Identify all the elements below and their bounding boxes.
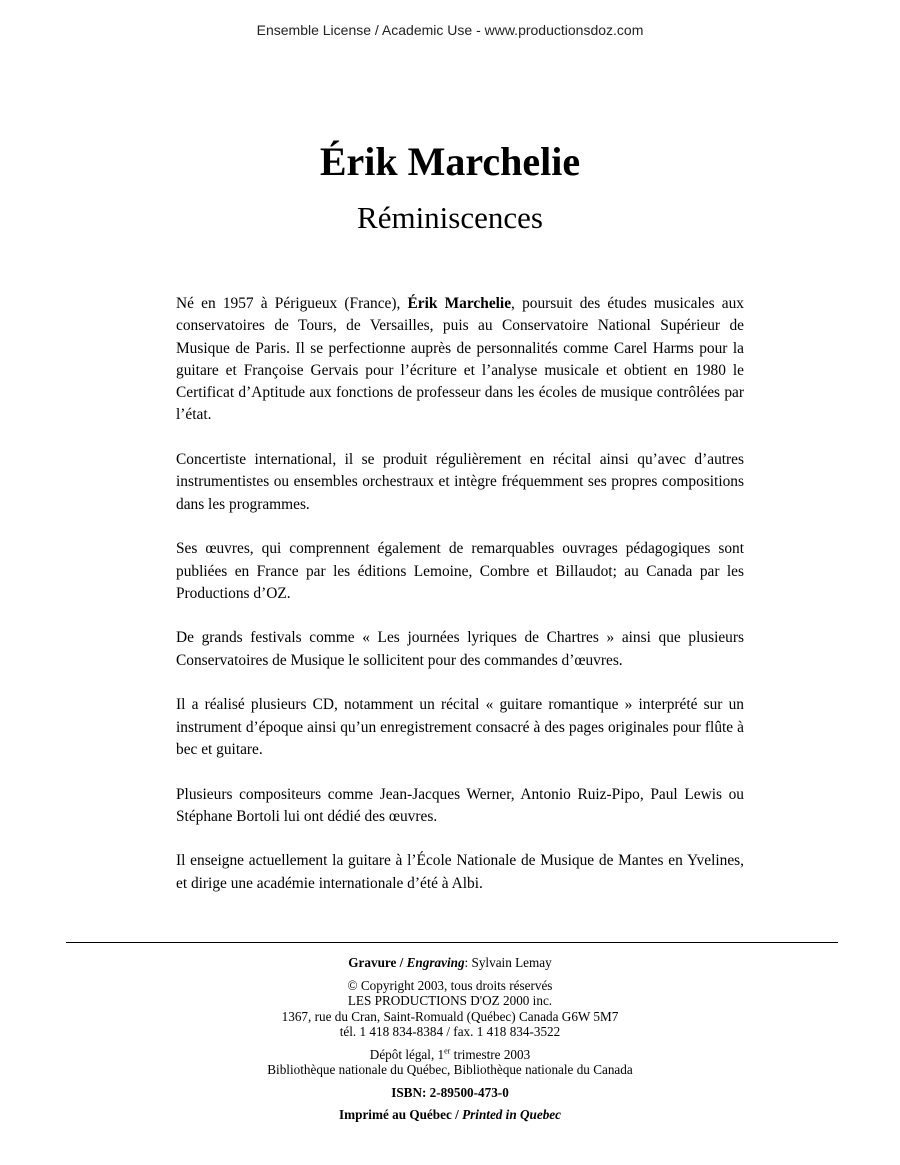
printed-in (0, 1107, 900, 1123)
bio-paragraph-2: Concertiste international, il se produit régulièrement en récital ainsi qu’avec d’autres instrumentistes ou ensembles orchestraux et intègre fréquemment ses propres compositions dans les programmes. (176, 451, 744, 513)
bio-paragraph-4: De grands festivals comme « Les journées lyriques de Chartres » ainsi que plusieurs Conservatoires de Musique le sollicitent pour des commandes d’œuvres. (176, 629, 744, 669)
bio-paragraph-3: Ses œuvres, qui comprennent également de remarquables ouvrages pédagogiques sont publiées en France par les éditions Lemoine, Combre et Billaudot; au Canada par les Productions d’OZ. (176, 540, 744, 602)
printed-separator: / (451, 1107, 463, 1122)
engraving-separator: / (396, 955, 407, 970)
printed-label-fr: Imprimé au Québec (339, 1107, 452, 1122)
national-libraries: Bibliothèque nationale du Québec, Bibliothèque nationale du Canada (267, 1062, 633, 1077)
legal-deposit-start: Dépôt légal, 1 (369, 1046, 445, 1062)
printed-label-en: Printed in Quebec (462, 1107, 561, 1122)
isbn (0, 1085, 900, 1101)
legal-deposit-ordinal: er (444, 1046, 451, 1056)
license-header: Ensemble License / Academic Use - www.productionsdoz.com (256, 22, 644, 38)
engraver-name: : Sylvain Lemay (464, 955, 552, 970)
publisher-phone: tél. 1 418 834-8384 / fax. 1 418 834-3522 (339, 1024, 561, 1039)
bio-paragraph-6: Plusieurs compositeurs comme Jean-Jacques Werner, Antonio Ruiz-Pipo, Paul Lewis ou Stéphane Bortoli lui ont dédié des œuvres. (176, 785, 744, 825)
engraving-label-fr: Gravure (348, 955, 397, 970)
bio-paragraph-5: Il a réalisé plusieurs CD, notamment un récital « guitare romantique » interprété sur un instrument d’époque ainsi qu’un enregistrement consacré à des pages originales pour flûte à bec et guitare. (176, 696, 744, 758)
bio-p1-rest: , poursuit des études musicales aux conservatoires de Tours, de Versailles, puis au Conservatoire National Supérieur de Musique de Paris. Il se perfectionne auprès de personnalités comme Carel Harms pour la guitare et Françoise Gervais pour l’écriture et l’analyse musicale et obtient en 1980 le Certificat d’Aptitude aux fonctions de professeur dans les écoles de musique contrôlées par l’état. (176, 295, 744, 424)
work-title: Réminiscences (357, 200, 543, 235)
footer-divider (66, 942, 838, 943)
isbn-value: ISBN: 2-89500-473-0 (391, 1084, 509, 1100)
legal-deposit-end: trimestre 2003 (450, 1046, 531, 1062)
colophon (0, 955, 900, 1123)
publisher-name: LES PRODUCTIONS D'OZ 2000 inc. (347, 993, 553, 1008)
bio-p1-intro: Né en 1957 à Périgueux (France), (176, 295, 408, 312)
legal-deposit (0, 1047, 900, 1063)
copyright-line: © Copyright 2003, tous droits réservés (347, 977, 553, 993)
engraving-credit (0, 955, 900, 971)
bio-paragraph-1 (176, 293, 744, 427)
engraving-label-en: Engraving (406, 955, 465, 970)
publisher-address: 1367, rue du Cran, Saint-Romuald (Québec) Canada G6W 5M7 (281, 1008, 619, 1024)
composer-biography (176, 293, 744, 895)
composer-name: Érik Marchelie (319, 139, 581, 184)
bio-paragraph-7: Il enseigne actuellement la guitare à l’École Nationale de Musique de Mantes en Yvelines, et dirige une académie internationale d’été à Albi. (176, 852, 744, 892)
bio-p1-name: Érik Marchelie (407, 295, 512, 312)
